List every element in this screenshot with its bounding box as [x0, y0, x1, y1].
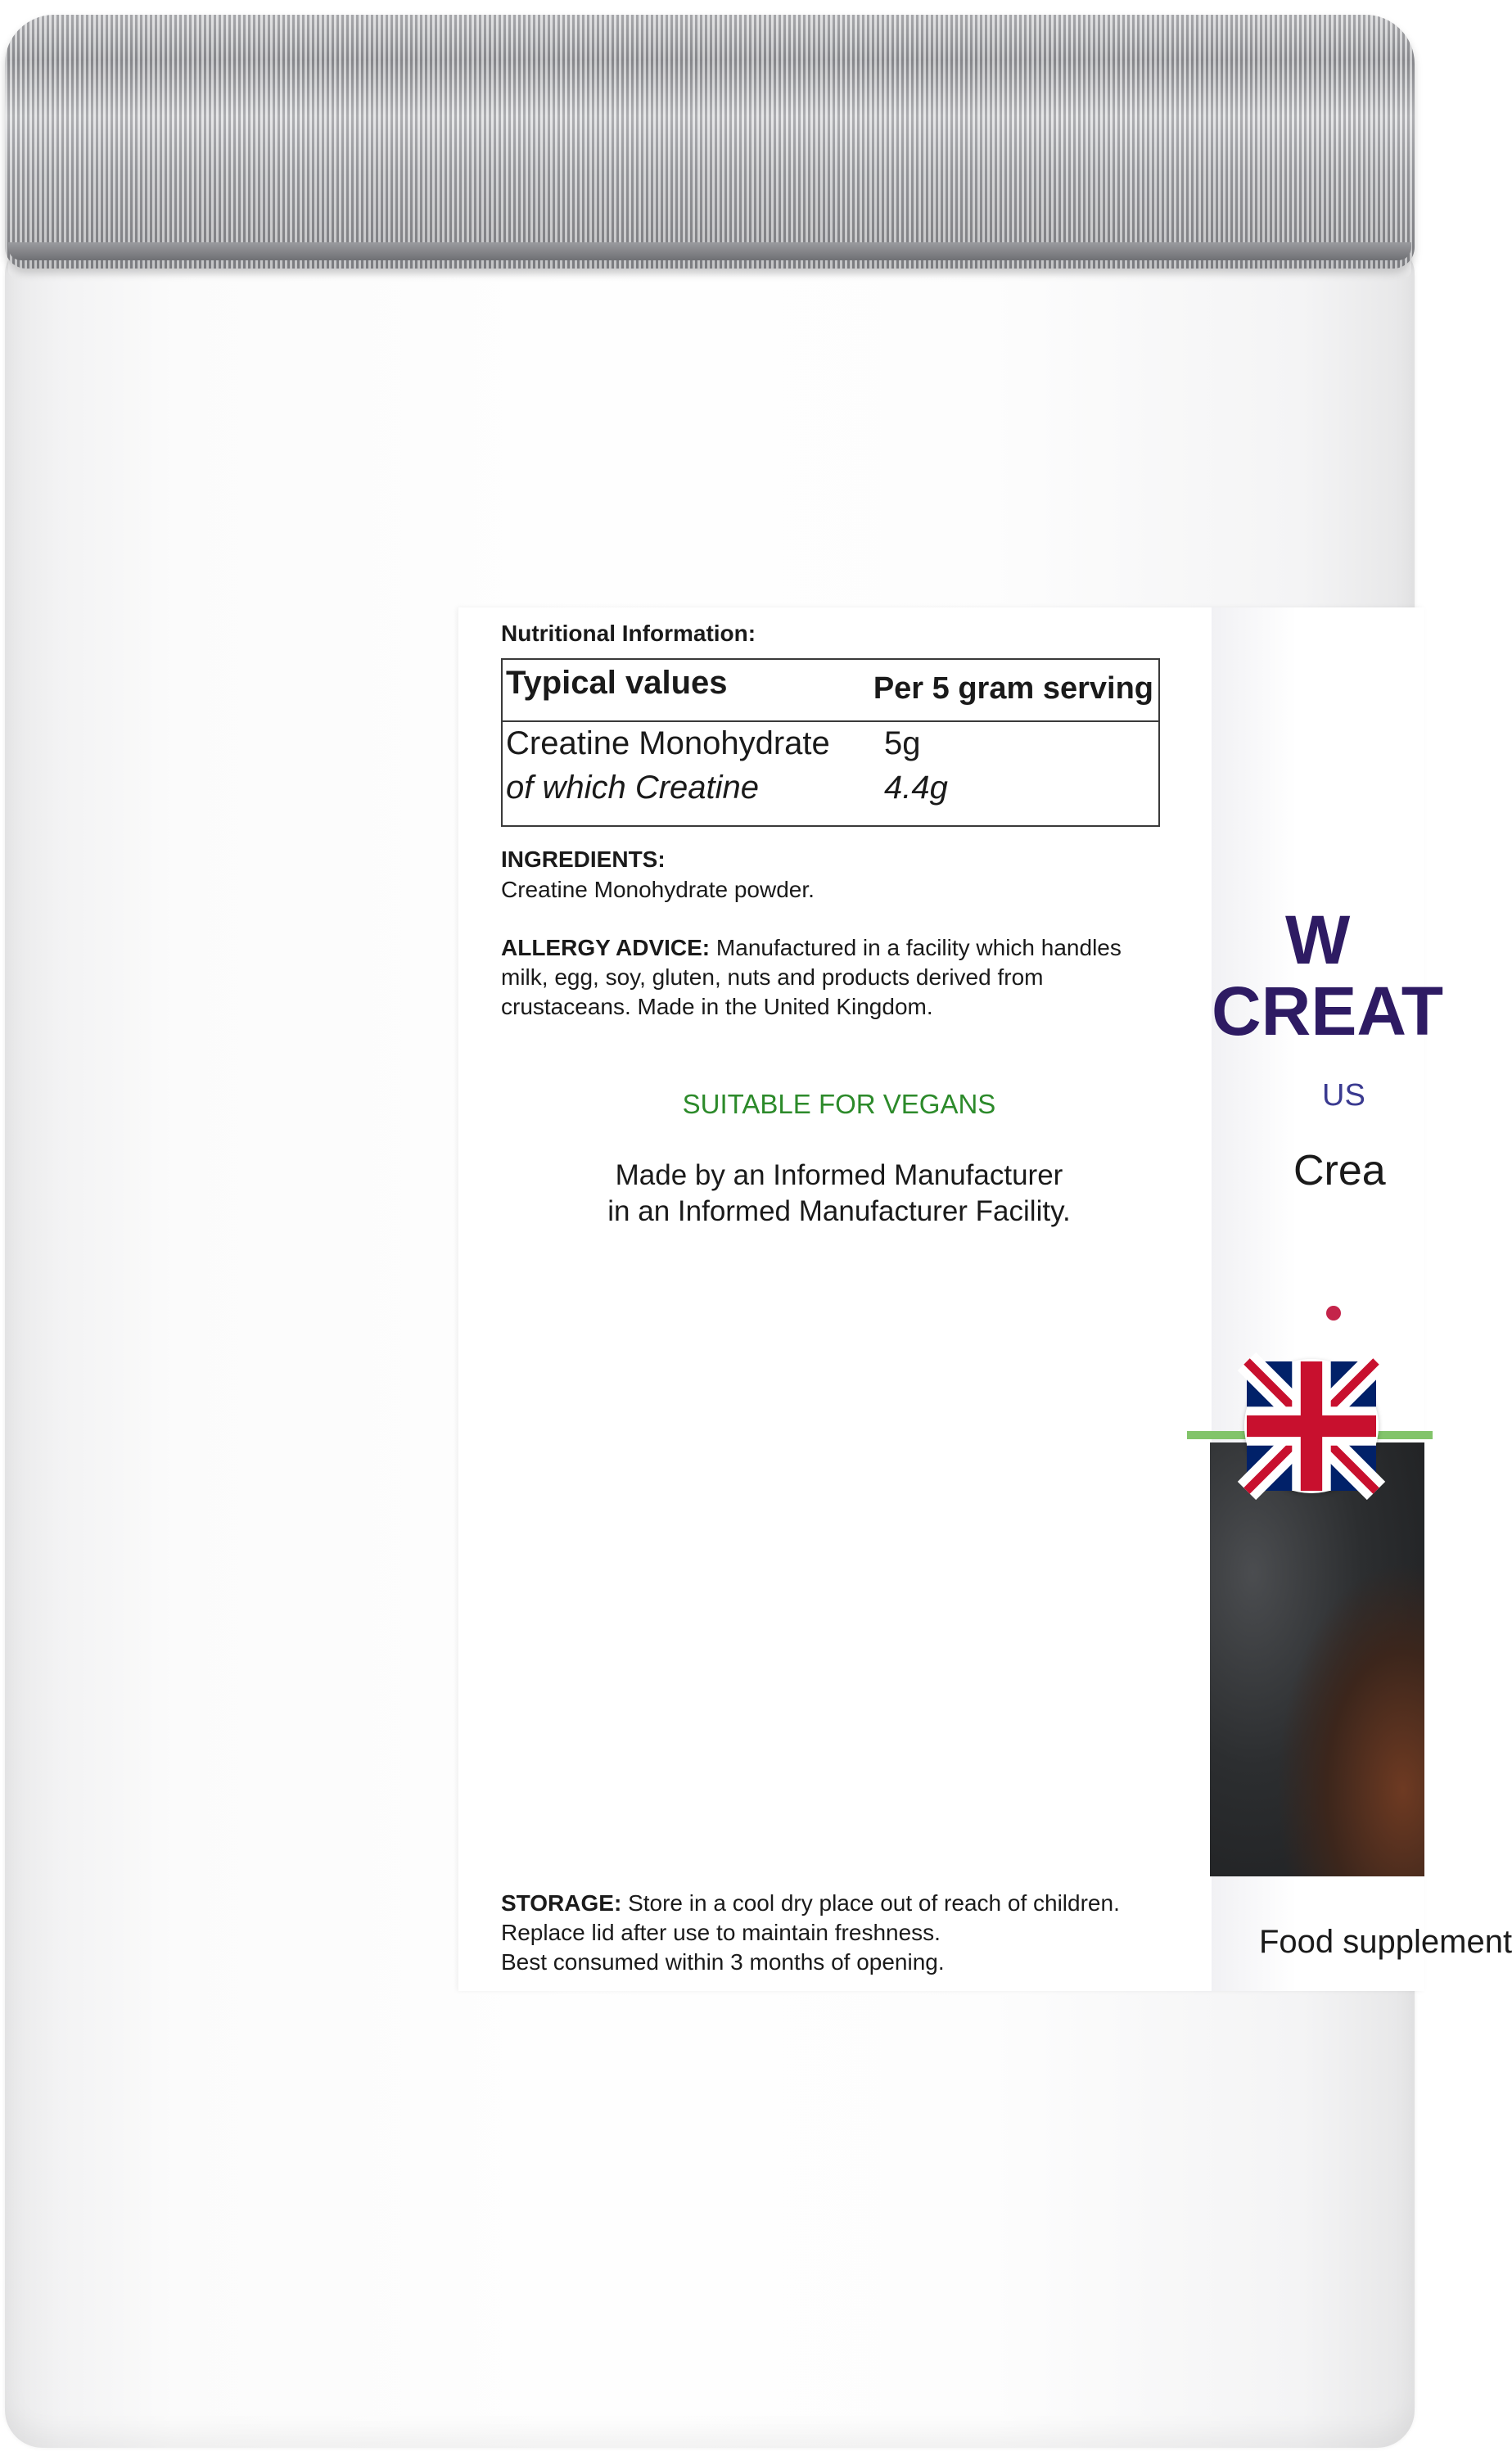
jar-lid	[5, 15, 1415, 269]
label-front-panel	[1212, 607, 1512, 1991]
nutrition-heading: Nutritional Information:	[501, 621, 756, 646]
row-name: Creatine Monohydrate	[506, 725, 830, 761]
front-title-line-2: CREAT	[1212, 973, 1444, 1050]
allergy-line-3: crustaceans. Made in the United Kingdom.	[501, 994, 933, 1019]
row-value: 5g	[884, 725, 921, 761]
header-per-serving: Per 5 gram serving	[873, 671, 1153, 706]
storage-line-2: Replace lid after use to maintain freshness.	[501, 1920, 941, 1945]
storage-line-3: Best consumed within 3 months of opening.	[501, 1949, 945, 1975]
front-title-line-1: W	[1285, 901, 1351, 978]
athlete-photo	[1210, 1442, 1424, 1876]
storage-info	[501, 1889, 1120, 1977]
allergy-title: ALLERGY ADVICE:	[501, 935, 711, 960]
food-supplement-label: Food supplement	[1259, 1924, 1512, 1960]
manufacturer-statement	[458, 1158, 1220, 1230]
header-typical-values: Typical values	[506, 665, 728, 701]
ingredients-title: INGREDIENTS:	[501, 847, 666, 872]
product-label	[458, 607, 1512, 1991]
nutrition-table-header	[503, 660, 1158, 722]
allergy-advice	[501, 933, 1122, 1022]
jar-lid-rim	[8, 242, 1411, 260]
row-name: of which Creatine	[506, 770, 760, 806]
front-product-line: Crea	[1293, 1147, 1386, 1194]
vegan-claim: SUITABLE FOR VEGANS	[682, 1089, 996, 1119]
red-dot-icon	[1326, 1306, 1341, 1321]
maker-line-2: in an Informed Manufacturer Facility.	[607, 1195, 1071, 1227]
storage-title: STORAGE:	[501, 1890, 622, 1916]
row-value: 4.4g	[884, 770, 948, 806]
uk-flag-icon	[1244, 1359, 1379, 1493]
front-subtitle: US	[1322, 1078, 1365, 1113]
storage-line-1: Store in a cool dry place out of reach of children.	[628, 1890, 1120, 1916]
ingredients-body: Creatine Monohydrate powder.	[501, 877, 815, 902]
nutrition-table	[501, 658, 1160, 827]
maker-line-1: Made by an Informed Manufacturer	[615, 1159, 1063, 1191]
label-back-panel	[458, 607, 1261, 1991]
allergy-line-1: Manufactured in a facility which handles	[715, 935, 1122, 960]
allergy-line-2: milk, egg, soy, gluten, nuts and products derived from	[501, 964, 1044, 990]
